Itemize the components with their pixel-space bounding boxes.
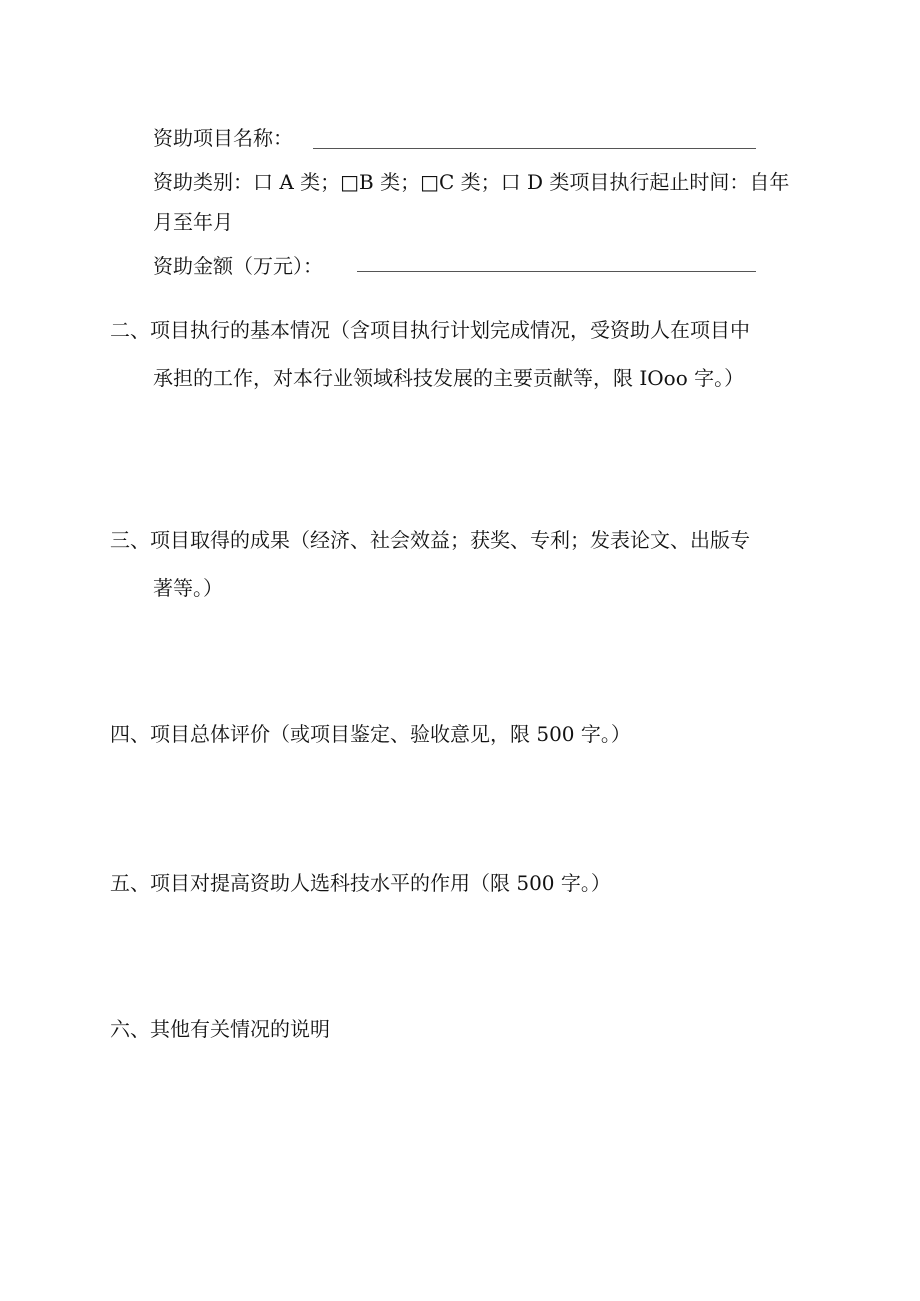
section-2-heading-line2: 承担的工作，对本行业领域科技发展的主要贡献等，限 IOoo 字。） bbox=[153, 366, 745, 390]
project-name-label: 资助项目名称： bbox=[153, 126, 293, 150]
funding-category-line-cont: 月至年月 bbox=[153, 210, 233, 234]
project-name-blank[interactable] bbox=[313, 148, 756, 149]
section-3-heading-line1: 三、项目取得的成果（经济、社会效益；获奖、专利；发表论文、出版专 bbox=[110, 528, 750, 552]
section-4-heading: 四、项目总体评价（或项目鉴定、验收意见，限 500 字。） bbox=[110, 722, 631, 746]
section-3-heading-line2: 著等。） bbox=[153, 576, 223, 600]
funding-amount-label: 资助金额（万元）： bbox=[153, 254, 323, 278]
section-6-heading: 六、其他有关情况的说明 bbox=[110, 1017, 330, 1041]
funding-amount-blank[interactable] bbox=[357, 271, 756, 272]
section-5-heading: 五、项目对提高资助人选科技水平的作用（限 500 字。） bbox=[110, 871, 611, 895]
section-2-heading-line1: 二、项目执行的基本情况（含项目执行计划完成情况，受资助人在项目中 bbox=[110, 318, 750, 342]
funding-category-line: 资助类别：口 A 类；□B 类；□C 类；口 D 类项目执行起止时间：自年 bbox=[153, 170, 790, 194]
